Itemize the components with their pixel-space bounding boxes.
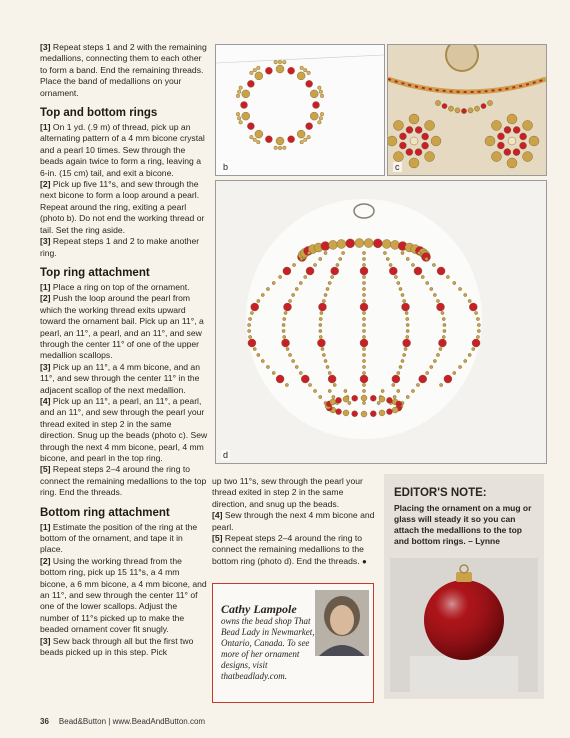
editors-note-box (384, 474, 544, 699)
editors-note-title: EDITOR'S NOTE: (394, 487, 487, 499)
step-rings-2: [2] Pick up five 11°s, and sew through the next bicone to form a loop around a pearl. Repeat around the ring, exiting a pearl (photo b). Do not end the working thread or tail. Set the ring aside. (40, 179, 205, 235)
step-rings-3: [3] Repeat steps 1 and 2 to make another ring. (40, 236, 200, 258)
heading-top-bottom-rings: Top and bottom rings (40, 107, 158, 120)
step-bottom-4: [4] Sew through the next 4 mm bicone and pearl. (212, 510, 375, 532)
step-bottom-3-continued: up two 11°s, sew through the pearl your thread exited in step 2 in the same direction, and snug up the beads. (212, 476, 363, 509)
step-top-1: [1] Place a ring on top of the ornament. (40, 281, 190, 292)
photo-label-d: d (223, 450, 229, 460)
heading-bottom-ring-attachment: Bottom ring attachment (40, 506, 170, 519)
step-top-3: [3] Pick up an 11°, a 4 mm bicone, and an 11°, and sew through the center 11° in the adjacent scallop of the next medallion. (40, 361, 200, 395)
step-rings-1: [1] On 1 yd. (.9 m) of thread, pick up an alternating pattern of a 4 mm bicone crystal and a pearl 10 times. Sew through the beads again twice to form a ring, leaving a 6-in. (15 cm) tail, and exit a bicone. (40, 122, 205, 178)
page-footer (40, 717, 205, 726)
ornament-on-mug-photo (390, 558, 538, 692)
step-bottom-5: [5] Repeat steps 2–4 around the ring to connect the remaining medallions to the bottom ring (photo d). End the threads. ● (212, 533, 367, 566)
step-bottom-2: [2] Using the working thread from the bottom ring, pick up 15 11°s, a 4 mm bicone, a 6 mm bicone, a 4 mm bicone, and an 11°, and sew through the center 11° of one of the lower scallops. Adjust the number of 11°s picked up to make the beaded ornament cover fit snugly. (40, 555, 207, 635)
author-portrait (315, 590, 369, 656)
photo-b-beaded-ring (215, 44, 385, 176)
photo-label-b: b (223, 162, 229, 172)
step-bottom-3: [3] Sew back through all but the first two beads picked up in this step. Pick (40, 635, 194, 658)
left-column (40, 42, 208, 659)
editors-note-text: Placing the ornament on a mug or glass will steady it so you can attach the medallions to the top and bottom rings. – Lynne (394, 503, 532, 546)
beaded-ring-illustration (216, 45, 384, 175)
step-top-2: [2] Push the loop around the pearl from which the working thread exits upward toward the ornament bail. Pick up an 11°, a pearl, an 11°, a pearl, and an 11°, and sew through the center 11° of one of the upper medallion scallops. (40, 293, 204, 361)
footer-text: Bead&Button | www.BeadAndButton.com (58, 717, 206, 726)
photo-d-finished-ornament (215, 180, 547, 464)
author-bio-box (212, 583, 374, 703)
medallions-illustration (388, 45, 546, 175)
page-number: 36 (40, 717, 49, 726)
heading-top-ring-attachment: Top ring attachment (40, 266, 150, 279)
step-bottom-1: [1] Estimate the position of the ring at the bottom of the ornament, and tape it in place. (40, 521, 198, 555)
finished-ornament-illustration (216, 181, 546, 463)
photo-c-medallions (387, 44, 547, 176)
photo-label-c: c (395, 162, 400, 172)
author-bio-text: owns the bead shop That Bead Lady in Newmarket, Ontario, Canada. To see more of her ornament designs, visit thatbeadlady.com. (221, 616, 315, 681)
step-top-4: [4] Pick up an 11°, a pearl, an 11°, a pearl, and an 11°, and sew through the pearl your thread exited in step 2 in the same direction. Snug up the beads (photo c). Sew through the next 4 mm bicone, pearl, 4 mm bicone, and pearl in the top ring. (40, 395, 208, 463)
author-name: Cathy Lampole (221, 602, 297, 616)
step-top-5: [5] Repeat steps 2–4 around the ring to connect the remaining medallions to the top ring. End the threads. (40, 464, 207, 498)
middle-column (212, 476, 380, 567)
step-intro-3: [3] Repeat steps 1 and 2 with the remaining medallions, connecting them to each other to form a band. End the remaining threads. Place the band of medallions on your ornament. (40, 42, 207, 98)
